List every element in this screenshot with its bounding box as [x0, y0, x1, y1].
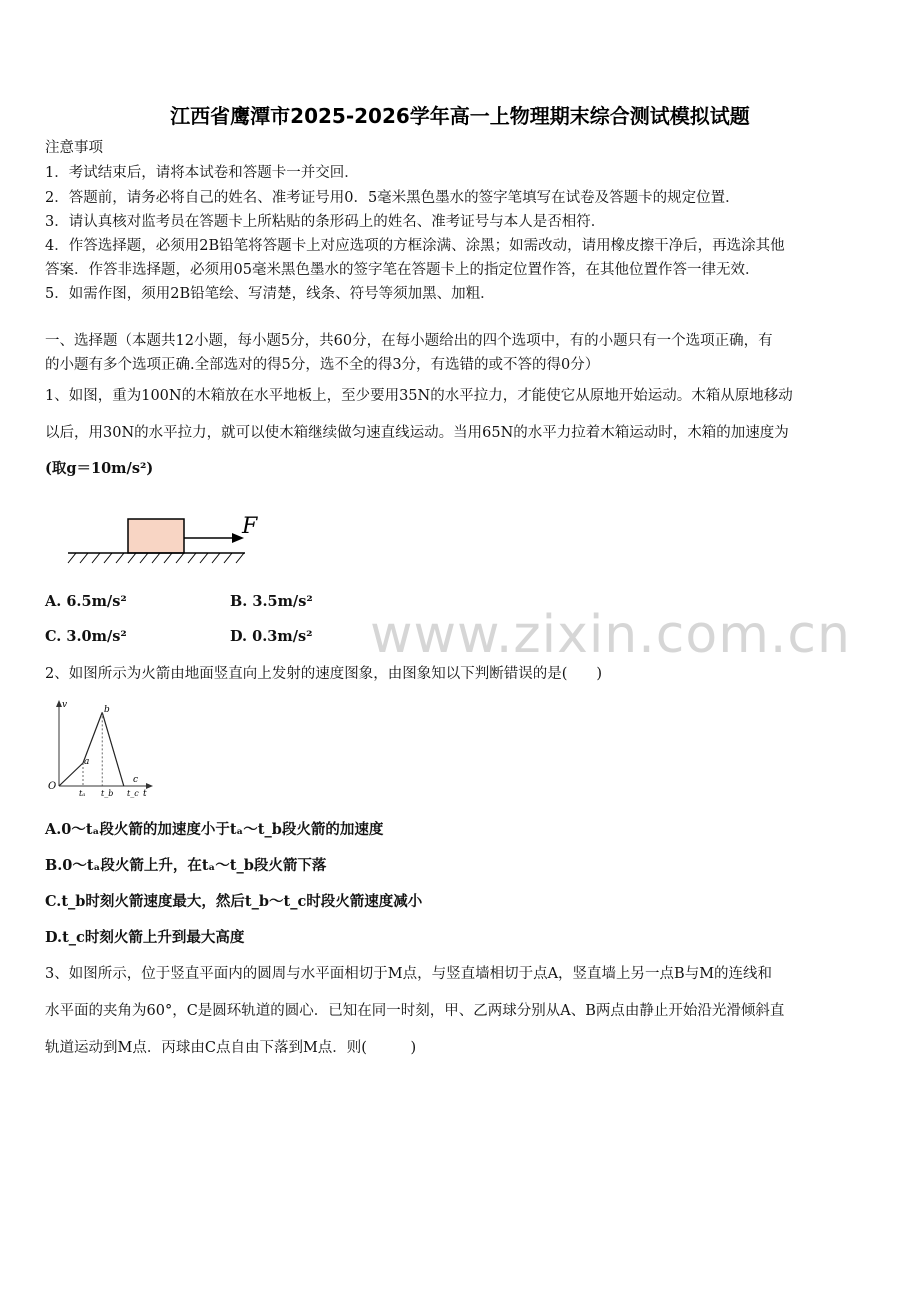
- q3-stem-line1: 3、如图所示，位于竖直平面内的圆周与水平面相切于M点，与竖直墙相切于点A，竖直墙上另一点B与M的连线和: [45, 966, 773, 982]
- force-label: F: [242, 514, 258, 539]
- notice-item-4-cont: 答案．作答非选择题，必须用05毫米黑色墨水的签字笔在答题卡上的指定位置作答，在其他位置作答一律无效．: [45, 262, 760, 278]
- q1-option-c: C. 3.0m/s²: [45, 628, 127, 645]
- q2-option-a: A.0～tₐ段火箭的加速度小于tₐ～t_b段火箭的加速度: [45, 821, 384, 838]
- notice-item-5: 5．如需作图，须用2B铅笔绘、写清楚，线条、符号等须加黑、加粗．: [45, 286, 495, 302]
- origin-label: O: [48, 781, 57, 792]
- q2-option-d: D.t_c时刻火箭上升到最大高度: [45, 929, 245, 946]
- q3-stem-line2: 水平面的夹角为60°，C是圆环轨道的圆心．已知在同一时刻，甲、乙两球分别从A、B两点由静止开始沿光滑倾斜直: [45, 1003, 785, 1019]
- q1-stem-line3: (取g＝10m/s²): [45, 460, 154, 477]
- section-instructions-cont: 的小题有多个选项正确.全部选对的得5分，选不全的得3分，有选错的或不答的得0分）: [45, 357, 600, 373]
- t-axis-arrow-icon: [146, 783, 153, 789]
- tick-tb-label: t_b: [101, 789, 114, 798]
- notice-item-3: 3．请认真核对监考员在答题卡上所粘贴的条形码上的姓名、准考证号与本人是否相符．: [45, 214, 606, 230]
- q1-option-b: B. 3.5m/s²: [230, 593, 313, 610]
- q1-stem-line1: 1、如图，重为100N的木箱放在水平地板上，至少要用35N的水平拉力，才能使它从原地开始运动。木箱从原地移动: [45, 388, 793, 404]
- section-instructions: 一、选择题（本题共12小题，每小题5分，共60分，在每小题给出的四个选项中，有的小题只有一个选项正确，有: [45, 333, 773, 349]
- t-axis-label: t: [143, 789, 147, 799]
- vt-marks: [59, 712, 124, 786]
- notice-heading: 注意事项: [45, 140, 103, 156]
- vt-segment-2: [83, 712, 102, 763]
- vt-segment-3: [102, 712, 124, 786]
- q1-option-a: A. 6.5m/s²: [45, 593, 127, 610]
- page-title: 江西省鹰潭市2025-2026学年高一上物理期末综合测试模拟试题: [170, 104, 750, 128]
- floor-hatching: [68, 553, 244, 563]
- q2-option-c: C.t_b时刻火箭速度最大，然后t_b～t_c时段火箭速度减小: [45, 893, 423, 910]
- tick-ta-label: tₐ: [79, 789, 86, 798]
- q1-stem-line2: 以后，用30N的水平拉力，就可以使木箱继续做匀速直线运动。当用65N的水平力拉着木箱运动时，木箱的加速度为: [45, 425, 789, 441]
- q1-option-d: D. 0.3m/s²: [230, 628, 313, 645]
- wooden-box: [128, 519, 184, 553]
- notice-item-4: 4．作答选择题，必须用2B铅笔将答题卡上对应选项的方框涂满、涂黑；如需改动，请用橡皮擦干净后，再选涂其他: [45, 238, 785, 254]
- v-axis-label: v: [62, 700, 68, 710]
- vt-segment-1: [59, 763, 83, 786]
- q1-figure: [60, 505, 280, 575]
- point-a-label: a: [84, 757, 90, 767]
- notice-item-1: 1．考试结束后，请将本试卷和答题卡一并交回．: [45, 165, 359, 181]
- watermark: www.zixin.com.cn: [370, 605, 851, 665]
- tick-tc-label: t_c: [127, 789, 139, 798]
- q2-vt-graph: [45, 698, 160, 803]
- point-b-label: b: [104, 705, 110, 715]
- q2-stem: 2、如图所示为火箭由地面竖直向上发射的速度图象，由图象知以下判断错误的是( ): [45, 666, 603, 682]
- q3-stem-line3: 轨道运动到M点．丙球由C点自由下落到M点．则( ): [45, 1040, 417, 1056]
- notice-item-2: 2．答题前，请务必将自己的姓名、准考证号用0．5毫米黑色墨水的签字笔填写在试卷及答题卡的规定位置．: [45, 190, 740, 206]
- q2-option-b: B.0～tₐ段火箭上升，在tₐ～t_b段火箭下落: [45, 857, 327, 874]
- point-c-label: c: [133, 775, 139, 785]
